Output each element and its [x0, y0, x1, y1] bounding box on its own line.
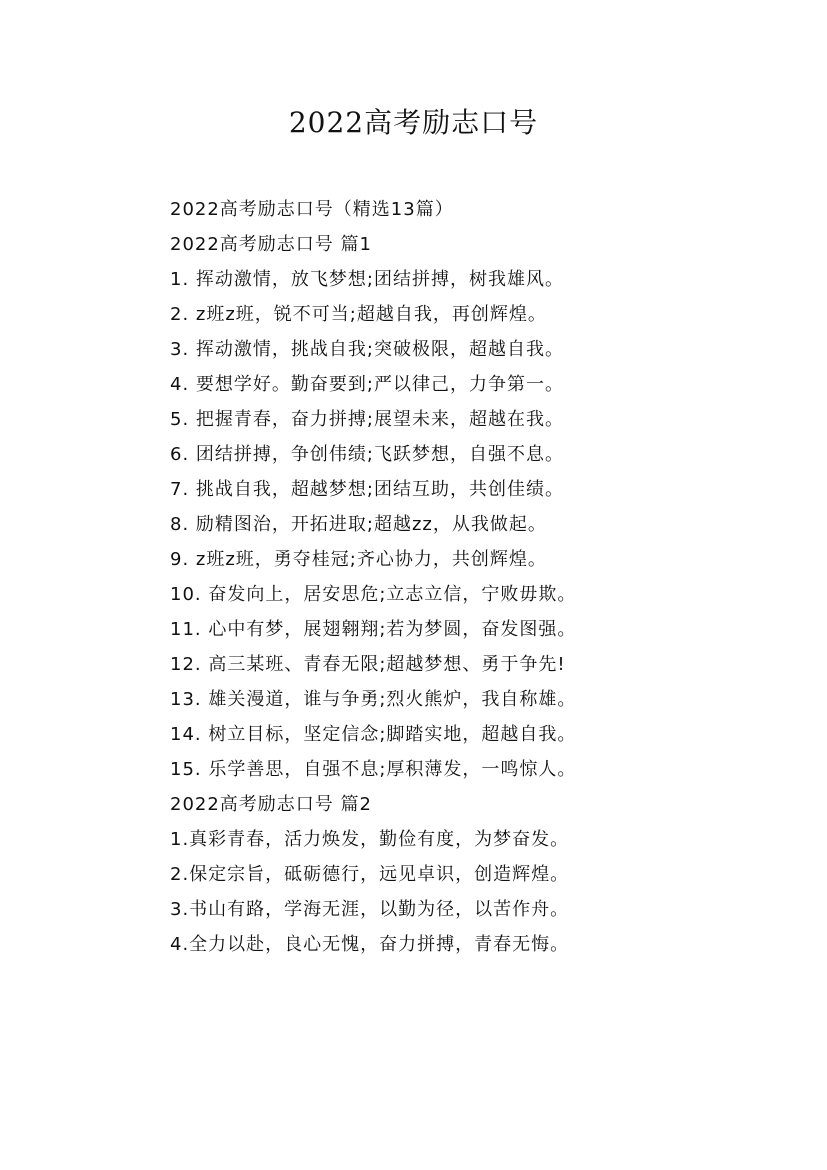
- slogan-line: 7. 挑战自我，超越梦想;团结互助，共创佳绩。: [170, 479, 564, 500]
- slogan-line: 3.书山有路，学海无涯，以勤为径，以苦作舟。: [170, 899, 570, 920]
- slogan-line: 15. 乐学善思，自强不息;厚积薄发，一鸣惊人。: [170, 759, 577, 780]
- slogan-line: 3. 挥动激情，挑战自我;突破极限，超越自我。: [170, 339, 564, 360]
- slogan-line: 2.保定宗旨，砥砺德行，远见卓识，创造辉煌。: [170, 864, 570, 885]
- slogan-line: 4.全力以赴，良心无愧，奋力拼搏，青春无悔。: [170, 934, 570, 955]
- slogan-line: 10. 奋发向上，居安思危;立志立信，宁败毋欺。: [170, 584, 577, 605]
- slogan-line: 11. 心中有梦，展翅翱翔;若为梦圆，奋发图强。: [170, 619, 577, 640]
- slogan-line: 5. 把握青春，奋力拼搏;展望未来，超越在我。: [170, 409, 564, 430]
- document-title: 2022高考励志口号: [288, 106, 539, 139]
- section-heading: 2022高考励志口号 篇1: [170, 234, 372, 255]
- slogan-line: 4. 要想学好。勤奋要到;严以律己，力争第一。: [170, 374, 564, 395]
- slogan-line: 1. 挥动激情，放飞梦想;团结拼搏，树我雄风。: [170, 269, 564, 290]
- slogan-line: 1.真彩青春，活力焕发，勤俭有度，为梦奋发。: [170, 829, 570, 850]
- slogan-line: 2. z班z班，锐不可当;超越自我，再创辉煌。: [170, 304, 547, 325]
- section-heading: 2022高考励志口号 篇2: [170, 794, 372, 815]
- document-body: [170, 192, 810, 962]
- slogan-line: 9. z班z班，勇夺桂冠;齐心协力，共创辉煌。: [170, 549, 547, 570]
- slogan-line: 12. 高三某班、青春无限;超越梦想、勇于争先!: [170, 654, 566, 675]
- subtitle-line: 2022高考励志口号（精选13篇）: [170, 199, 454, 220]
- slogan-line: 14. 树立目标，坚定信念;脚踏实地，超越自我。: [170, 724, 577, 745]
- slogan-line: 8. 励精图治，开拓进取;超越zz，从我做起。: [170, 514, 547, 535]
- slogan-line: 13. 雄关漫道，谁与争勇;烈火熊炉，我自称雄。: [170, 689, 577, 710]
- slogan-line: 6. 团结拼搏，争创伟绩;飞跃梦想，自强不息。: [170, 444, 564, 465]
